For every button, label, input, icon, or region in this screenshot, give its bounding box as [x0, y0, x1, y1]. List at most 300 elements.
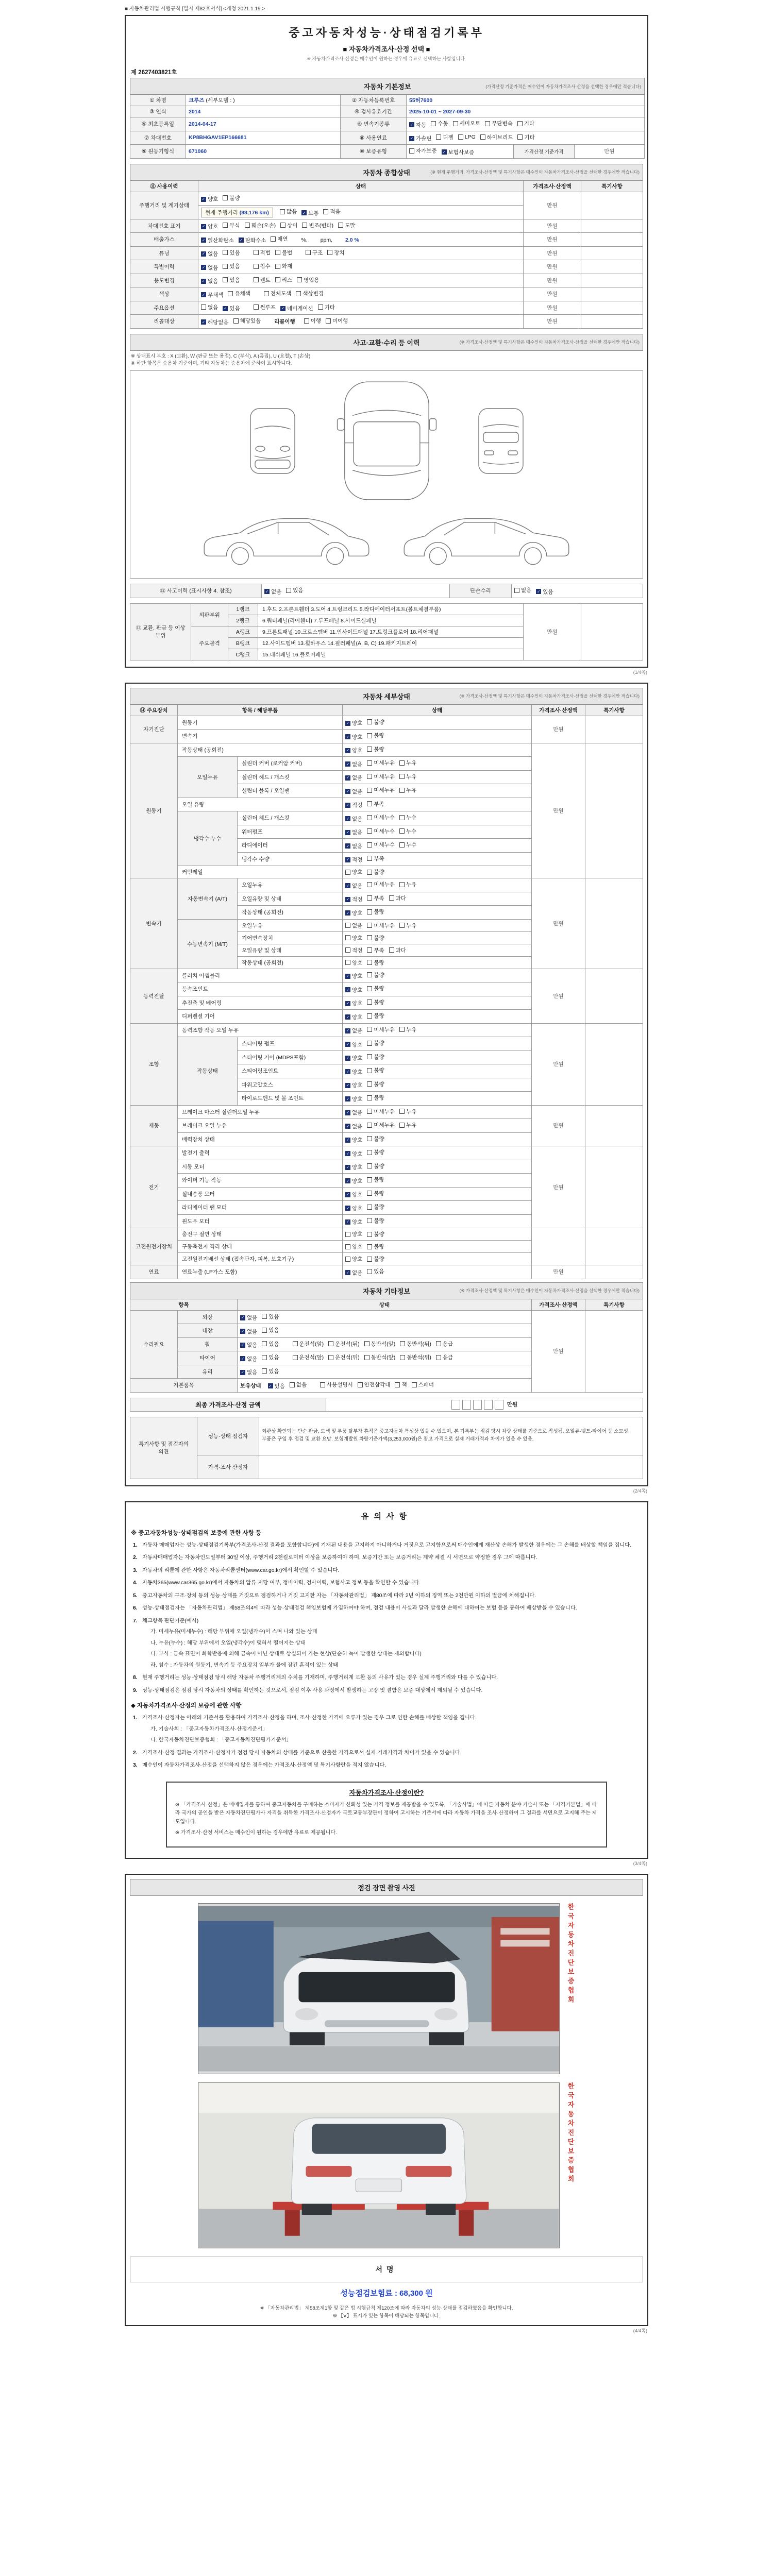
- checkbox-label: 양호: [352, 1150, 363, 1157]
- checkbox-option[interactable]: [399, 814, 416, 821]
- association-stamp-text: 한국자동차진단보증협회: [566, 2082, 575, 2184]
- checkbox-option[interactable]: [367, 880, 395, 888]
- checkbox-option[interactable]: [345, 946, 362, 954]
- checkbox-option[interactable]: [296, 290, 324, 297]
- checkbox-option[interactable]: [228, 290, 250, 297]
- checkbox-option[interactable]: [254, 303, 276, 311]
- checkbox-box-icon: [367, 733, 372, 738]
- checkbox-label: 있음: [229, 249, 240, 256]
- checkbox-option[interactable]: [367, 1039, 384, 1047]
- checkbox-option[interactable]: [223, 249, 240, 257]
- checkbox-box-icon: [297, 277, 302, 282]
- checkbox-box-icon: ✓: [241, 1343, 245, 1347]
- engine-type: 671060: [189, 148, 207, 155]
- checkbox-option[interactable]: [239, 236, 266, 244]
- checkbox-label: 적정: [352, 857, 363, 863]
- checkbox-label: 리스: [281, 277, 293, 283]
- accident-title-cell: [130, 334, 643, 350]
- checkbox-option[interactable]: [364, 1353, 396, 1361]
- checkbox-option[interactable]: [275, 262, 292, 270]
- checkbox-box-icon: ✓: [346, 1028, 350, 1033]
- checkbox-box-icon: [367, 1013, 372, 1019]
- notice-number: 2.: [133, 1555, 138, 1561]
- checkbox-label: 미세누유: [374, 922, 395, 929]
- checkbox-option[interactable]: [201, 195, 218, 203]
- checkbox-box-icon: [345, 960, 350, 965]
- checkbox-option[interactable]: [367, 959, 384, 967]
- checkbox-option[interactable]: [367, 1094, 384, 1101]
- checkbox-option[interactable]: [275, 249, 292, 257]
- checkbox-box-icon: [399, 774, 405, 779]
- checkbox-option[interactable]: [345, 1041, 362, 1048]
- checkbox-box-icon: [399, 828, 405, 834]
- tuning-legality-options: [254, 250, 297, 257]
- notices-heading-2: ◆ 자동차가격조사·산정의 보증에 관한 사항: [131, 1703, 242, 1709]
- device-item: 오일누유: [238, 878, 343, 892]
- checkbox-option[interactable]: [367, 841, 395, 849]
- checkbox-option[interactable]: [345, 774, 362, 782]
- checkbox-option[interactable]: [262, 1340, 279, 1348]
- checkbox-label: 누수: [406, 842, 417, 848]
- checkbox-option[interactable]: [293, 1340, 324, 1348]
- checkbox-label: 있음: [268, 1368, 279, 1375]
- checkbox-option[interactable]: [399, 880, 416, 888]
- device-status-options: [343, 1160, 532, 1174]
- device-status-options: [343, 1064, 532, 1078]
- field-label-firstreg: ⑤ 최초등록일: [130, 117, 186, 131]
- checkbox-option[interactable]: [345, 747, 362, 754]
- checkbox-label: 불량: [374, 1204, 384, 1210]
- checkbox-option[interactable]: [436, 1353, 453, 1361]
- checkbox-option[interactable]: [367, 868, 384, 876]
- checkbox-option[interactable]: [264, 588, 281, 596]
- checkbox-option[interactable]: [240, 1368, 257, 1376]
- checkbox-option[interactable]: [262, 1353, 279, 1361]
- device-row: [130, 969, 643, 982]
- basic-info-note: (가격산정 기준가격은 매수인이 자동차가격조사·산정을 선택한 경우에만 적습니다): [485, 83, 642, 89]
- checkbox-option[interactable]: [364, 1340, 396, 1348]
- checkbox-option[interactable]: [345, 842, 362, 850]
- checkbox-option[interactable]: [345, 868, 362, 876]
- checkbox-option[interactable]: [367, 894, 384, 902]
- checkbox-option[interactable]: [223, 262, 240, 270]
- checkbox-option[interactable]: [293, 1353, 324, 1361]
- checkbox-option[interactable]: [320, 1381, 353, 1388]
- checkbox-option[interactable]: [514, 586, 531, 594]
- checkbox-option[interactable]: [345, 922, 362, 929]
- device-status-options: [343, 1092, 532, 1106]
- checkbox-box-icon: ✓: [536, 589, 541, 594]
- checkbox-option[interactable]: [480, 133, 513, 141]
- checkbox-option[interactable]: [240, 1328, 257, 1335]
- checkbox-option[interactable]: [345, 1027, 362, 1035]
- checkbox-option[interactable]: [297, 276, 319, 284]
- checkbox-option[interactable]: [412, 1381, 434, 1388]
- checkbox-box-icon: [275, 277, 280, 282]
- checkbox-option[interactable]: [345, 815, 362, 823]
- checkbox-box-icon: [254, 304, 259, 310]
- checkbox-option[interactable]: [223, 194, 240, 202]
- checkbox-option[interactable]: [367, 1012, 384, 1020]
- checkbox-option[interactable]: [345, 934, 362, 942]
- checkbox-option[interactable]: [338, 222, 355, 229]
- checkbox-option[interactable]: [367, 800, 384, 808]
- checkbox-option[interactable]: [328, 1353, 360, 1361]
- checkbox-option[interactable]: [367, 1026, 395, 1033]
- checkbox-option[interactable]: [367, 1176, 384, 1183]
- device-status-options: [343, 825, 532, 839]
- checkbox-option[interactable]: [345, 1269, 362, 1277]
- checkbox-option[interactable]: [345, 999, 362, 1007]
- legal-footer: [130, 2304, 643, 2320]
- checkbox-label: LPG: [464, 134, 476, 140]
- checkbox-option[interactable]: [262, 1313, 279, 1320]
- checkbox-box-icon: ✓: [346, 1042, 350, 1047]
- checkbox-option[interactable]: [345, 1150, 362, 1158]
- checkbox-option[interactable]: [290, 1381, 307, 1388]
- checkbox-option[interactable]: [306, 249, 323, 257]
- checkbox-option[interactable]: [399, 1121, 416, 1129]
- checkbox-option[interactable]: [201, 318, 229, 326]
- checkbox-option[interactable]: [345, 1255, 362, 1263]
- checkbox-label: 안전삼각대: [364, 1382, 391, 1388]
- checkbox-option[interactable]: [367, 1217, 384, 1225]
- checkbox-option[interactable]: [345, 1243, 362, 1250]
- checkbox-option[interactable]: [436, 1340, 453, 1348]
- checkbox-option[interactable]: [399, 841, 416, 849]
- checkbox-option[interactable]: [458, 134, 476, 140]
- checkbox-option[interactable]: [262, 1326, 279, 1334]
- checkbox-option[interactable]: [268, 1382, 285, 1390]
- device-name: 변속기: [130, 878, 178, 969]
- checkbox-option[interactable]: [345, 1205, 362, 1212]
- checkbox-option[interactable]: [201, 236, 234, 244]
- checkbox-box-icon: [367, 960, 372, 965]
- column-remark: 특기사항: [585, 1299, 643, 1310]
- checkbox-option[interactable]: [345, 1109, 362, 1116]
- checkbox-label: 양호: [352, 1041, 363, 1048]
- checkbox-label: 없음: [352, 761, 363, 768]
- checkbox-label: 불량: [374, 1231, 384, 1238]
- checkbox-label: 불량: [374, 1244, 384, 1250]
- checkbox-option[interactable]: [326, 317, 348, 325]
- checkbox-option[interactable]: [389, 894, 406, 902]
- checkbox-option[interactable]: [367, 855, 384, 862]
- checkbox-option[interactable]: [201, 264, 218, 272]
- checkbox-label: 기타: [524, 121, 535, 127]
- checkbox-option[interactable]: [345, 1068, 362, 1076]
- checkbox-option[interactable]: [345, 1191, 362, 1198]
- notice-item: [133, 1749, 640, 1758]
- checkbox-option[interactable]: [345, 986, 362, 994]
- checkbox-box-icon: [304, 318, 309, 324]
- checkbox-option[interactable]: [345, 909, 362, 917]
- checkbox-option[interactable]: [345, 1218, 362, 1226]
- field-label-warranty: ⑩ 보증유형: [341, 145, 407, 159]
- notice-text: 중고자동차의 구조·장치 등의 성능·상태를 거짓으로 점검하거나 거짓 고지한 자는 「자동차관리법」 제80조에 따라 2년 이하의 징역 또는 2천만원 이하의 벌금에 처해집니다.: [142, 1592, 536, 1599]
- checkbox-label: 없음: [271, 588, 282, 595]
- column-status: 상태: [343, 704, 532, 716]
- checkbox-option[interactable]: [367, 985, 384, 992]
- checkbox-option[interactable]: [345, 972, 362, 980]
- checkbox-option[interactable]: [367, 1066, 384, 1074]
- device-item: 스티어링조인트: [238, 1064, 343, 1078]
- car-left-side-diagram: [199, 509, 374, 568]
- checkbox-option[interactable]: [286, 586, 303, 594]
- checkbox-option[interactable]: [318, 303, 335, 311]
- checkbox-option[interactable]: [240, 1314, 257, 1321]
- checkbox-option[interactable]: [345, 1054, 362, 1062]
- checkbox-option[interactable]: [302, 222, 333, 229]
- usage-change-type-options: [254, 278, 324, 284]
- tire-options: [240, 1355, 284, 1362]
- checkbox-box-icon: [514, 588, 519, 593]
- device-row: [130, 1228, 643, 1241]
- checkbox-option[interactable]: [345, 1230, 362, 1238]
- checkbox-label: 있음: [268, 1341, 279, 1347]
- row-label-options: 주요옵션: [130, 301, 198, 315]
- checkbox-option[interactable]: [431, 120, 448, 127]
- checkbox-label: 미세누유: [374, 882, 395, 888]
- checkbox-option[interactable]: [536, 588, 553, 596]
- checkbox-option[interactable]: [395, 1381, 407, 1388]
- checkbox-option[interactable]: [223, 222, 240, 229]
- checkbox-label: 없음: [247, 1369, 258, 1376]
- checkbox-option[interactable]: [367, 718, 384, 726]
- checkbox-option[interactable]: [345, 828, 362, 836]
- checkbox-option[interactable]: [399, 773, 416, 781]
- checkbox-option[interactable]: [345, 959, 362, 967]
- checkbox-option[interactable]: [345, 760, 362, 768]
- checkbox-label: 영업용: [304, 277, 320, 283]
- page-subtitle: ■ 자동차가격조사·산정 선택 ■: [343, 45, 430, 53]
- device-price: 만원: [531, 969, 585, 1023]
- checkbox-option[interactable]: [367, 1243, 384, 1250]
- checkbox-option[interactable]: [280, 304, 313, 312]
- checkbox-option[interactable]: [367, 759, 395, 767]
- checkbox-label: 탄화수소: [245, 237, 266, 244]
- checkbox-option[interactable]: [367, 946, 384, 954]
- checkbox-label: 있음: [268, 1354, 279, 1361]
- checkbox-option[interactable]: [399, 759, 416, 767]
- vin-marking-options: [198, 219, 524, 233]
- tire-label: 타이어: [178, 1351, 238, 1365]
- checkbox-option[interactable]: [367, 1080, 384, 1088]
- checkbox-box-icon: [233, 318, 239, 324]
- checkbox-option[interactable]: [275, 276, 292, 284]
- checkbox-option[interactable]: [367, 1121, 395, 1129]
- checkbox-option[interactable]: [240, 1355, 257, 1363]
- checkbox-option[interactable]: [201, 291, 223, 299]
- checkbox-option[interactable]: [399, 786, 416, 794]
- field-value-firstreg: [186, 117, 341, 131]
- checkbox-option[interactable]: [254, 249, 271, 257]
- field-label-carname: ① 차명: [130, 95, 186, 106]
- checkbox-option[interactable]: [367, 1203, 384, 1211]
- device-name: 동력전달: [130, 969, 178, 1023]
- checkbox-option[interactable]: [367, 971, 384, 979]
- checkbox-option[interactable]: [358, 1381, 391, 1388]
- checkbox-label: 양호: [208, 196, 219, 202]
- checkbox-option[interactable]: [254, 276, 271, 284]
- checkbox-option[interactable]: [201, 250, 218, 258]
- checkbox-option[interactable]: [345, 1095, 362, 1103]
- checkbox-option[interactable]: [304, 317, 321, 325]
- checkbox-label: 적정: [352, 896, 363, 903]
- device-status-options: [343, 996, 532, 1010]
- checkbox-option[interactable]: [345, 1013, 362, 1021]
- checkbox-option[interactable]: [327, 249, 344, 257]
- checkbox-option[interactable]: [280, 208, 297, 215]
- overall-condition-note: (※ 현재 주행거리, 가격조사·산정액 및 특기사항은 매수인이 자동차가격조사·산정을 선택한 경우에만 적습니다): [430, 170, 640, 175]
- checkbox-option[interactable]: [399, 1026, 416, 1033]
- checkbox-option[interactable]: [345, 882, 362, 890]
- checkbox-option[interactable]: [201, 303, 218, 311]
- checkbox-option[interactable]: [345, 856, 362, 863]
- registration-number: 55허7600: [409, 97, 433, 104]
- checkbox-option[interactable]: [485, 120, 513, 127]
- device-status-options: [343, 931, 532, 944]
- checkbox-option[interactable]: [345, 895, 362, 903]
- checkbox-option[interactable]: [367, 1135, 384, 1143]
- checkbox-option[interactable]: [345, 1123, 362, 1130]
- checkbox-option[interactable]: [254, 262, 271, 270]
- checkbox-label: 있음: [374, 1268, 384, 1275]
- checkbox-option[interactable]: [367, 745, 384, 753]
- checkbox-option[interactable]: [345, 1081, 362, 1089]
- checkbox-option[interactable]: [409, 134, 431, 142]
- checkbox-box-icon: ✓: [346, 974, 350, 978]
- checkbox-option[interactable]: [367, 1230, 384, 1238]
- device-status-options: [343, 716, 532, 730]
- checkbox-option[interactable]: [245, 222, 276, 229]
- column-item: 항목 / 해당부품: [178, 704, 343, 716]
- checkbox-option[interactable]: [453, 120, 481, 127]
- checkbox-option[interactable]: [262, 1367, 279, 1375]
- checkbox-option[interactable]: [367, 773, 395, 781]
- checkbox-option[interactable]: [367, 998, 384, 1006]
- checkbox-option[interactable]: [367, 908, 384, 916]
- table-row: [130, 315, 643, 329]
- checkbox-option[interactable]: [201, 223, 218, 230]
- checkbox-box-icon: [367, 909, 372, 914]
- remark-cell: [581, 315, 643, 329]
- checkbox-option[interactable]: [240, 1341, 257, 1349]
- checkbox-option[interactable]: [367, 1108, 395, 1115]
- checkbox-option[interactable]: [399, 922, 416, 929]
- price-digit-box: [462, 1400, 471, 1410]
- checkbox-option[interactable]: [367, 1053, 384, 1061]
- checkbox-option[interactable]: [201, 277, 218, 285]
- checkbox-option[interactable]: [399, 827, 416, 835]
- checkbox-option[interactable]: [367, 1190, 384, 1197]
- checkbox-option[interactable]: [223, 276, 240, 284]
- checkbox-option[interactable]: [264, 290, 292, 297]
- checkbox-box-icon: [345, 947, 350, 953]
- checkbox-option[interactable]: [345, 1136, 362, 1144]
- checkbox-option[interactable]: [442, 148, 475, 156]
- checkbox-option[interactable]: [271, 235, 288, 243]
- checkbox-option[interactable]: [409, 121, 426, 129]
- checkbox-box-icon: ✓: [346, 1165, 350, 1170]
- notice-number: 9.: [133, 1687, 138, 1693]
- checkbox-option[interactable]: [345, 719, 362, 727]
- checkbox-option[interactable]: [517, 133, 534, 141]
- checkbox-option[interactable]: [280, 222, 297, 229]
- checkbox-option[interactable]: [328, 1340, 360, 1348]
- notice-item: [133, 1541, 640, 1550]
- checkbox-box-icon: [400, 1355, 405, 1360]
- notice-text: 성능·상태점검은 점검 당시 자동차의 상태를 확인하는 것으로서, 점검 이후 사용 과정에서 발생하는 고장 및 결함은 보증 대상에서 제외될 수 있습니다.: [142, 1687, 483, 1693]
- checkbox-option[interactable]: [367, 1267, 384, 1275]
- checkbox-option[interactable]: [400, 1340, 431, 1348]
- checkbox-option[interactable]: [400, 1353, 431, 1361]
- car-submodel: (세부모델 : ): [206, 97, 235, 104]
- notice-text: 가격조사·산정 결과는 가격조사·산정자가 점검 당시 자동차의 상태를 기준으로 산출한 가격으로서 실제 거래가격과 차이가 있을 수 있습니다.: [142, 1750, 462, 1756]
- device-status-options: [343, 743, 532, 757]
- checkbox-label: 누유: [406, 1108, 417, 1115]
- checkbox-option[interactable]: [367, 1255, 384, 1263]
- checkbox-label: 불량: [374, 746, 384, 753]
- checkbox-label: 양호: [352, 1137, 363, 1143]
- checkbox-option[interactable]: [323, 208, 340, 215]
- checkbox-option[interactable]: [517, 120, 534, 127]
- checkbox-option[interactable]: [399, 1108, 416, 1115]
- checkbox-option[interactable]: [436, 133, 453, 141]
- checkbox-box-icon: ✓: [239, 238, 243, 243]
- device-status-options: [343, 784, 532, 798]
- checkbox-option[interactable]: [301, 209, 318, 217]
- checkbox-option[interactable]: [223, 304, 240, 312]
- table-row: [130, 301, 643, 315]
- checkbox-option[interactable]: [367, 1148, 384, 1156]
- checkbox-label: 미세누수: [374, 828, 395, 835]
- checkbox-option[interactable]: [409, 147, 437, 155]
- checkbox-box-icon: ✓: [346, 803, 350, 807]
- first-registration-date: 2014-04-17: [189, 121, 216, 127]
- simple-repair-options: [512, 584, 643, 598]
- notice-text: 가격조사·산정자는 아래의 기준서를 활용하여 가격조사·산정을 하며, 조사·산정한 가격에 오류가 있는 경우 그로 인한 손해를 배상할 책임을 집니다.: [142, 1715, 477, 1721]
- checkbox-option[interactable]: [389, 946, 406, 954]
- checkbox-option[interactable]: [345, 733, 362, 741]
- checkbox-option[interactable]: [345, 1177, 362, 1185]
- remark-cell: [581, 219, 643, 233]
- checkbox-label: 불량: [374, 959, 384, 966]
- checkbox-option[interactable]: [345, 1163, 362, 1171]
- checkbox-option[interactable]: [367, 922, 395, 929]
- device-item: 라디에이터 팬 모터: [178, 1201, 343, 1215]
- checkbox-label: 디젤: [443, 134, 453, 141]
- checkbox-option[interactable]: [345, 788, 362, 795]
- device-row: [130, 878, 643, 892]
- device-row: [130, 743, 643, 757]
- checkbox-option[interactable]: [367, 934, 384, 942]
- signature-area[interactable]: [130, 2257, 643, 2282]
- checkbox-label: 잭: [401, 1382, 407, 1388]
- checkbox-option[interactable]: [367, 732, 384, 739]
- checkbox-option[interactable]: [233, 317, 261, 325]
- column-usage-history: ⑪ 사용이력: [130, 180, 198, 192]
- notice-number: 3.: [133, 1762, 138, 1768]
- checkbox-option[interactable]: [367, 1162, 384, 1170]
- checkbox-option[interactable]: [367, 786, 395, 794]
- checkbox-box-icon: [290, 1382, 295, 1387]
- checkbox-box-icon: [480, 134, 485, 140]
- checkbox-option[interactable]: [367, 814, 395, 821]
- checkbox-option[interactable]: [345, 801, 362, 809]
- device-status-options: [343, 1050, 532, 1064]
- checkbox-option[interactable]: [367, 827, 395, 835]
